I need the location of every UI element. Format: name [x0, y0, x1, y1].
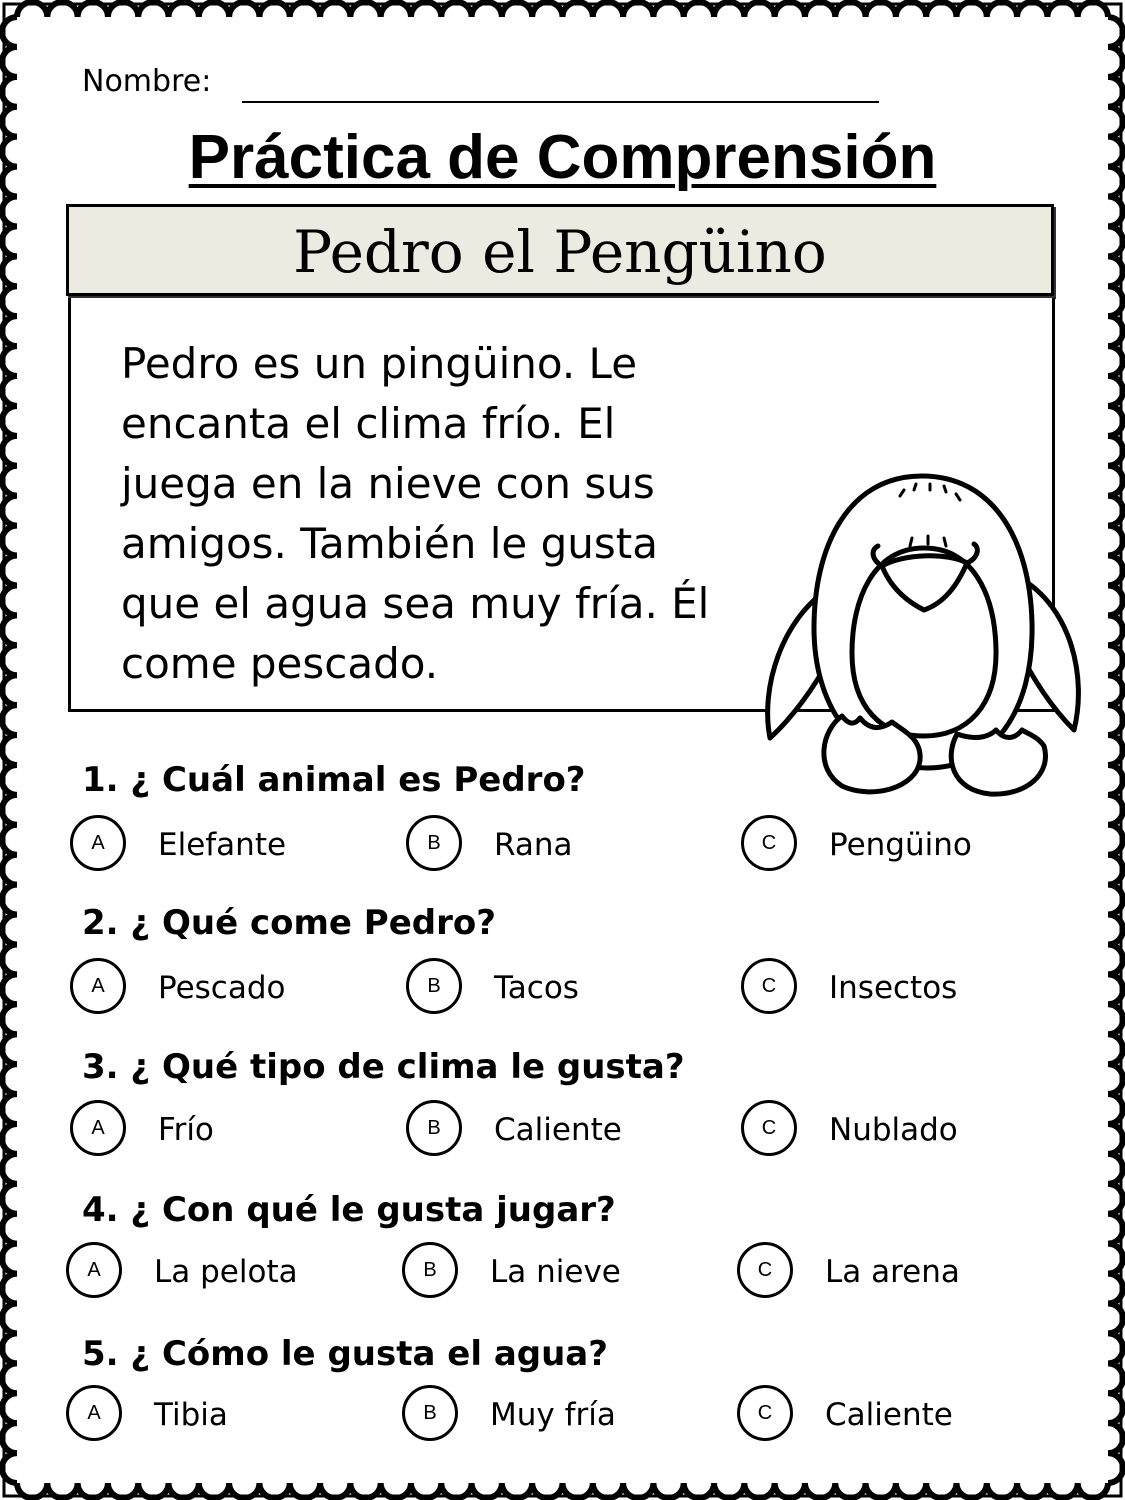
answer-label: Elefante	[158, 827, 287, 863]
answer-option-1-c[interactable]	[741, 815, 1021, 875]
question-2: 2. ¿ Qué come Pedro?	[82, 903, 496, 943]
answer-option-4-c[interactable]	[737, 1242, 1017, 1302]
answer-bubble[interactable]: B	[402, 1242, 458, 1298]
question-3: 3. ¿ Qué tipo de clima le gusta?	[82, 1047, 685, 1087]
name-input-line[interactable]	[242, 101, 879, 103]
answer-label: Frío	[158, 1112, 214, 1148]
story-line: amigos. También le gusta	[121, 519, 658, 568]
answer-option-1-b[interactable]	[406, 815, 686, 875]
answer-label: La nieve	[490, 1254, 621, 1290]
answer-option-5-c[interactable]	[737, 1385, 1017, 1445]
answer-bubble[interactable]: B	[406, 1100, 462, 1156]
answer-bubble[interactable]: A	[70, 958, 126, 1014]
story-line: Pedro es un pingüino. Le	[121, 339, 638, 388]
answer-bubble[interactable]: A	[70, 1100, 126, 1156]
answer-label: La pelota	[154, 1254, 298, 1290]
answer-option-3-a[interactable]	[70, 1100, 350, 1160]
answer-option-5-a[interactable]	[66, 1385, 346, 1445]
answer-option-3-c[interactable]	[741, 1100, 1021, 1160]
answer-option-4-b[interactable]	[402, 1242, 682, 1302]
answer-label: Insectos	[829, 970, 958, 1006]
story-title: Pedro el Pengüino	[293, 218, 827, 286]
answer-option-1-a[interactable]	[70, 815, 350, 875]
story-text	[121, 334, 781, 694]
answer-option-2-b[interactable]	[406, 958, 686, 1018]
answer-label: Caliente	[494, 1112, 622, 1148]
question-5: 5. ¿ Cómo le gusta el agua?	[82, 1334, 608, 1374]
answer-bubble[interactable]: A	[66, 1242, 122, 1298]
story-title-box	[66, 204, 1054, 296]
answer-bubble[interactable]: A	[66, 1385, 122, 1441]
name-label: Nombre:	[82, 64, 212, 99]
answer-bubble[interactable]: C	[741, 1100, 797, 1156]
answer-label: Pescado	[158, 970, 286, 1006]
page-title: Práctica de Comprensión	[188, 123, 937, 192]
answer-bubble[interactable]: C	[741, 958, 797, 1014]
answer-label: Caliente	[825, 1397, 953, 1433]
answer-label: Nublado	[829, 1112, 958, 1148]
answer-label: Pengüino	[829, 827, 972, 863]
answer-option-3-b[interactable]	[406, 1100, 686, 1160]
answer-label: Tacos	[494, 970, 579, 1006]
question-4: 4. ¿ Con qué le gusta jugar?	[82, 1190, 616, 1230]
answer-option-2-a[interactable]	[70, 958, 350, 1018]
story-line: come pescado.	[121, 639, 439, 688]
penguin-illustration	[752, 468, 1092, 808]
question-1: 1. ¿ Cuál animal es Pedro?	[82, 760, 586, 800]
answer-bubble[interactable]: B	[406, 958, 462, 1014]
story-line: juega en la nieve con sus	[121, 459, 655, 508]
answer-label: La arena	[825, 1254, 960, 1290]
story-line: que el agua sea muy fría. Él	[121, 579, 710, 628]
answer-option-5-b[interactable]	[402, 1385, 682, 1445]
answer-bubble[interactable]: C	[741, 815, 797, 871]
answer-bubble[interactable]: C	[737, 1242, 793, 1298]
answer-option-4-a[interactable]	[66, 1242, 346, 1302]
answer-label: Muy fría	[490, 1397, 616, 1433]
answer-bubble[interactable]: C	[737, 1385, 793, 1441]
story-line: encanta el clima frío. El	[121, 399, 616, 448]
answer-label: Tibia	[154, 1397, 228, 1433]
answer-bubble[interactable]: B	[406, 815, 462, 871]
answer-label: Rana	[494, 827, 573, 863]
answer-option-2-c[interactable]	[741, 958, 1021, 1018]
answer-bubble[interactable]: B	[402, 1385, 458, 1441]
answer-bubble[interactable]: A	[70, 815, 126, 871]
